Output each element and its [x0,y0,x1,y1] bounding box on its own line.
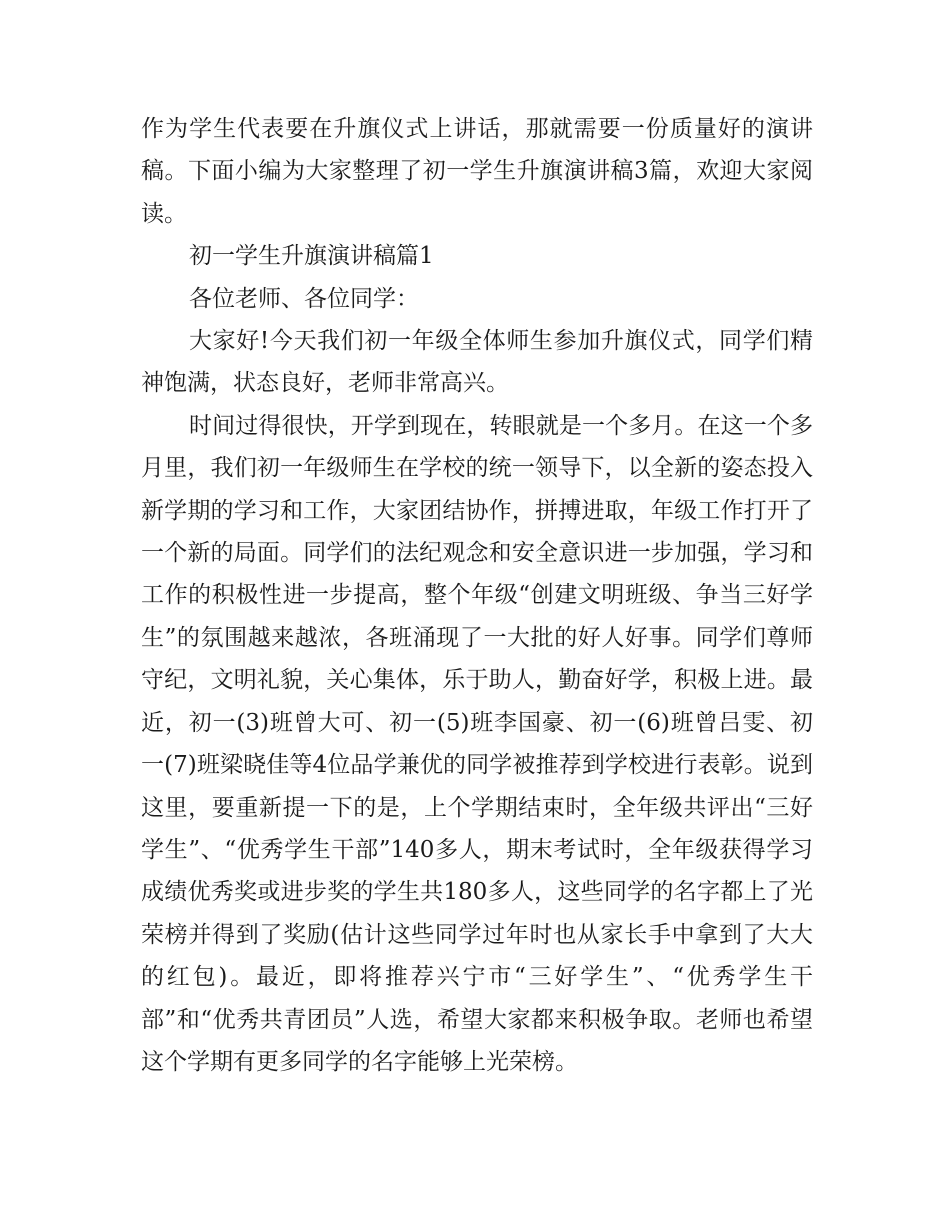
intro-paragraph: 作为学生代表要在升旗仪式上讲话，那就需要一份质量好的演讲稿。下面小编为大家整理了初一学生升旗演讲稿3篇，欢迎大家阅读。 [141,116,813,227]
body-paragraph: 时间过得很快，开学到现在，转眼就是一个多月。在这一个多月里，我们初一年级师生在学校的统一领导下，以全新的姿态投入新学期的学习和工作，大家团结协作，拼搏进取，年级工作打开了一个新的局面。同学们的法纪观念和安全意识进一步加强，学习和工作的积极性进一步提高，整个年级“创建文明班级、争当三好学生”的氛围越来越浓，各班涌现了一大批的好人好事。同学们尊师守纪，文明礼貌，关心集体，乐于助人，勤奋好学，积极上进。最近，初一(3)班曾大可、初一(5)班李国豪、初一(6)班曾吕雯、初一(7)班梁晓佳等4位品学兼优的同学被推荐到学校进行表彰。说到这里，要重新提一下的是，上个学期结束时，全年级共评出“三好学生”、“优秀学生干部”140多人，期末考试时，全年级获得学习成绩优秀奖或进步奖的学生共180多人，这些同学的名字都上了光荣榜并得到了奖励(估计这些同学过年时也从家长手中拿到了大大的红包)。最近，即将推荐兴宁市“三好学生”、“优秀学生干部”和“优秀共青团员”人选，希望大家都来积极争取。老师也希望这个学期有更多同学的名字能够上光荣榜。 [141,412,813,1075]
document-body [141,108,813,1083]
salutation: 各位老师、各位同学： [189,285,419,312]
section-heading: 初一学生升旗演讲稿篇1 [189,243,434,270]
greeting-paragraph: 大家好!今天我们初一年级全体师生参加升旗仪式，同学们精神饱满，状态良好，老师非常高兴。 [141,328,813,397]
